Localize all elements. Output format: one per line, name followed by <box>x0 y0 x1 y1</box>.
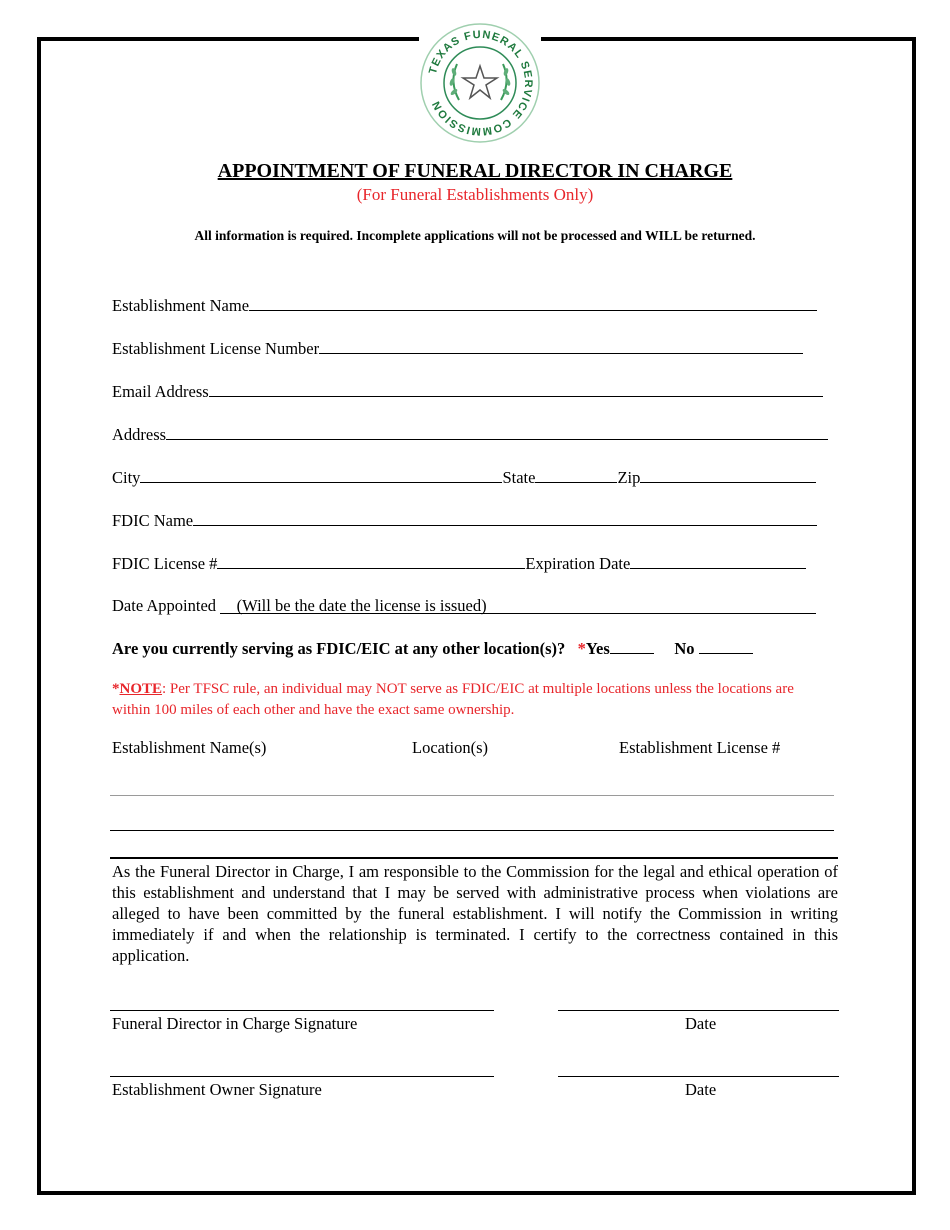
expiration-label: Expiration Date <box>525 554 631 573</box>
fdic-license-label: FDIC License # <box>112 554 218 573</box>
form-title: APPOINTMENT OF FUNERAL DIRECTOR IN CHARGE <box>217 160 733 182</box>
city-label: City <box>112 468 141 487</box>
zip-field[interactable] <box>640 468 816 483</box>
city-state-zip-row <box>112 468 816 488</box>
svg-text:TEXAS FUNERAL SERVICE COMMISSI <box>427 29 534 137</box>
note-block <box>112 679 832 721</box>
question-star: * <box>577 639 586 658</box>
date-appointed-hint: (Will be the date the license is issued) <box>236 596 487 615</box>
no-label: No <box>674 639 695 658</box>
date-line-2[interactable] <box>558 1076 839 1077</box>
fdic-license-field[interactable] <box>217 554 525 569</box>
email-row <box>112 382 823 402</box>
col-locations: Location(s) <box>412 738 489 757</box>
yes-field[interactable] <box>610 641 654 654</box>
city-field[interactable] <box>140 468 502 483</box>
fdic-name-label: FDIC Name <box>112 511 194 530</box>
owner-signature-line[interactable] <box>110 1076 494 1077</box>
date-appointed-row <box>112 596 816 616</box>
address-label: Address <box>112 425 167 444</box>
state-field[interactable] <box>535 468 617 483</box>
question-text: Are you currently serving as FDIC/EIC at any other location(s)? <box>112 639 566 658</box>
zip-label: Zip <box>617 468 641 487</box>
email-field[interactable] <box>209 382 823 397</box>
owner-signature-label: Establishment Owner Signature <box>112 1080 322 1099</box>
establishment-name-field[interactable] <box>249 296 817 311</box>
expiration-field[interactable] <box>630 554 806 569</box>
state-label: State <box>502 468 536 487</box>
other-location-question <box>112 639 753 659</box>
fdic-name-field[interactable] <box>193 511 817 526</box>
fdic-license-row <box>112 554 806 574</box>
fdic-signature-label: Funeral Director in Charge Signature <box>112 1014 358 1033</box>
form-subtitle: (For Funeral Establishments Only) <box>356 185 594 204</box>
note-text: : Per TFSC rule, an individual may NOT serve as FDIC/EIC at multiple locations unless the locations are within 100 miles of each other and have the exact same ownership. <box>112 681 794 718</box>
certification-statement: As the Funeral Director in Charge, I am responsible to the Commission for the legal and ethical operation of this establishment and understand that I may be served with administrative process when violations are alleged to have been committed by the funeral establishment. I will notify the Commission in writing immediately if and when the relationship is terminated. I certify to the correctness contained in this application. <box>112 862 838 965</box>
date-label-1: Date <box>685 1014 717 1033</box>
license-number-label: Establishment License Number <box>112 339 320 358</box>
license-number-row <box>112 339 803 359</box>
fdic-name-row <box>112 511 817 531</box>
establishment-name-label: Establishment Name <box>112 296 250 315</box>
date-appointed-field[interactable] <box>220 596 816 615</box>
seal-text: TEXAS FUNERAL SERVICE COMMISSION <box>426 28 535 138</box>
date-appointed-label: Date Appointed <box>112 596 217 615</box>
commission-seal-icon <box>419 22 541 144</box>
section-divider <box>110 857 838 859</box>
other-locations-line-2[interactable] <box>110 830 834 831</box>
col-establishment-names: Establishment Name(s) <box>112 738 267 757</box>
establishment-name-row <box>112 296 817 316</box>
form-instruction: All information is required. Incomplete applications will not be processed and WILL be returned. <box>194 228 756 243</box>
yes-label: Yes <box>585 639 610 658</box>
date-line-1[interactable] <box>558 1010 839 1011</box>
address-field[interactable] <box>166 425 828 440</box>
address-row <box>112 425 828 445</box>
col-license: Establishment License # <box>619 738 781 757</box>
license-number-field[interactable] <box>319 339 803 354</box>
other-locations-line-1[interactable] <box>110 795 834 796</box>
note-label: NOTE <box>119 681 163 697</box>
date-label-2: Date <box>685 1080 717 1099</box>
no-field[interactable] <box>699 641 753 654</box>
email-label: Email Address <box>112 382 209 401</box>
fdic-signature-line[interactable] <box>110 1010 494 1011</box>
note-star: * <box>112 681 120 697</box>
